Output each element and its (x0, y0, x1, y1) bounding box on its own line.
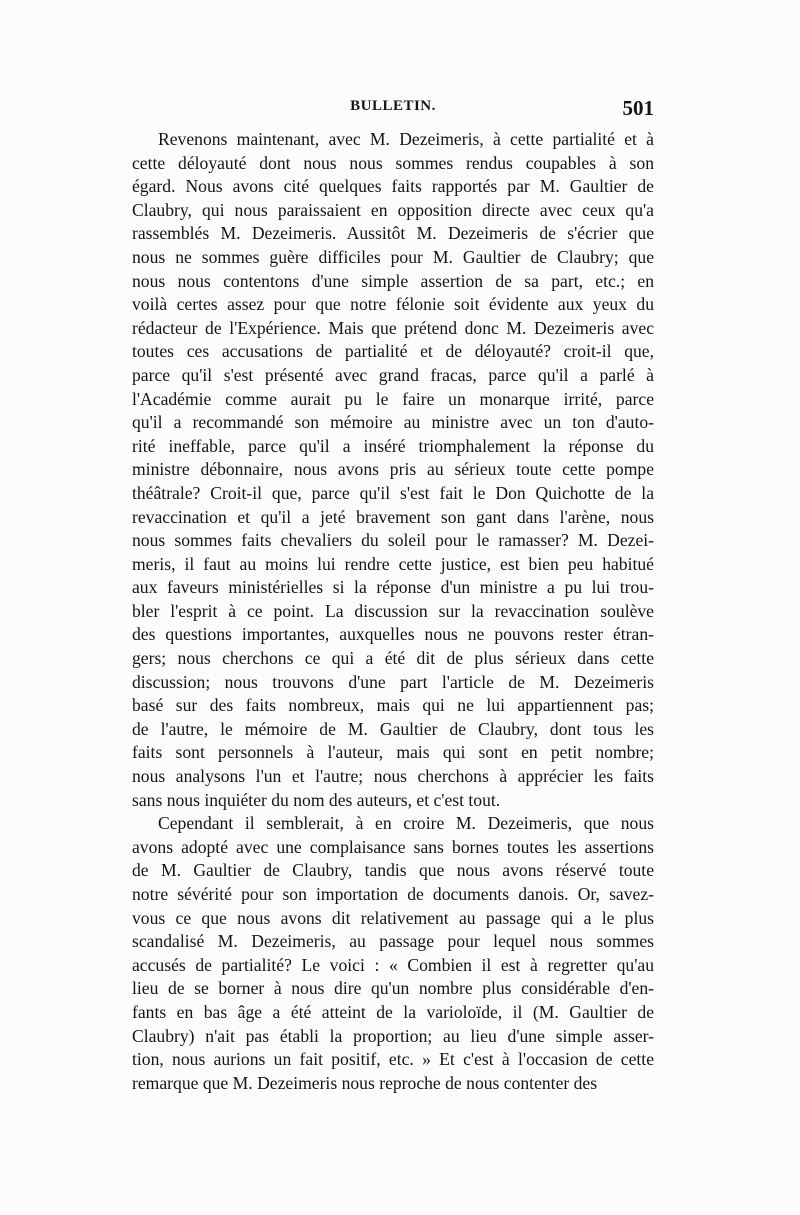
text-line: de M. Gaultier de Claubry, tandis que nous avons réservé toute (132, 860, 654, 881)
text-line: faits sont personnels à l'auteur, mais qui sont en petit nombre; (132, 742, 654, 763)
text-line: meris, il faut au moins lui rendre cette justice, est bien peu habitué (132, 553, 654, 574)
text-line: toutes ces accusations de partialité et de déloyauté? croit-il que, (132, 341, 654, 362)
text-line: Claubry) n'ait pas établi la proportion; au lieu d'une simple asser- (132, 1025, 654, 1046)
text-line: lieu de se borner à nous dire qu'un nombre plus considérable d'en- (132, 978, 654, 999)
text-line: voilà certes assez pour que notre félonie soit évidente aux yeux du (132, 294, 654, 315)
text-line: nous ne sommes guère difficiles pour M. Gaultier de Claubry; que (132, 246, 654, 267)
text-line: qu'il a recommandé son mémoire au ministre avec un ton d'auto- (132, 412, 654, 433)
text-line: théâtrale? Croit-il que, parce qu'il s'est fait le Don Quichotte de la (132, 482, 654, 503)
text-line: aux faveurs ministérielles si la réponse d'un ministre a pu lui trou- (132, 577, 654, 598)
text-line: avons adopté avec une complaisance sans bornes toutes les assertions (132, 836, 654, 857)
running-head: BULLETIN. (350, 98, 436, 114)
paragraph-2 (132, 812, 654, 1095)
text-line: rédacteur de l'Expérience. Mais que prétend donc M. Dezeimeris avec (132, 317, 654, 338)
text-line: ministre débonnaire, nous avons pris au sérieux toute cette pompe (132, 459, 654, 480)
text-line: Revenons maintenant, avec M. Dezeimeris, à cette partialité et à (158, 129, 654, 149)
text-line: de l'autre, le mémoire de M. Gaultier de Claubry, dont tous les (132, 718, 654, 739)
text-line: égard. Nous avons cité quelques faits rapportés par M. Gaultier de (132, 176, 654, 197)
text-line: nous analysons l'un et l'autre; nous cherchons à apprécier les faits (132, 766, 654, 787)
text-line: accusés de partialité? Le voici : « Combien il est à regretter qu'au (132, 954, 654, 975)
page-header (132, 98, 654, 124)
page-number: 501 (622, 96, 654, 120)
text-line: vous ce que nous avons dit relativement au passage qui a le plus (132, 907, 654, 928)
text-line: Cependant il semblerait, à en croire M. Dezeimeris, que nous (158, 813, 654, 834)
text-line: sans nous inquiéter du nom des auteurs, et c'est tout. (132, 789, 501, 810)
text-line: tion, nous aurions un fait positif, etc. » Et c'est à l'occasion de cette (132, 1049, 654, 1070)
text-line: fants en bas âge a été atteint de la varioloïde, il (M. Gaultier de (132, 1001, 654, 1022)
text-line: notre sévérité pour son importation de documents danois. Or, savez- (132, 884, 654, 904)
text-line: l'Académie comme aurait pu le faire un monarque irrité, parce (132, 388, 654, 409)
text-line: basé sur des faits nombreux, mais qui ne lui appartiennent pas; (132, 695, 654, 716)
text-line: scandalisé M. Dezeimeris, au passage pour lequel nous sommes (132, 931, 654, 952)
text-line: revaccination et qu'il a jeté bravement son gant dans l'arène, nous (132, 506, 654, 527)
text-line: remarque que M. Dezeimeris nous reproche de nous contenter des (132, 1072, 598, 1093)
paragraph-1 (132, 128, 654, 812)
body-text (132, 128, 654, 1095)
text-line: rité ineffable, parce qu'il a inséré triomphalement la réponse du (132, 435, 654, 456)
text-line: des questions importantes, auxquelles nous ne pouvons rester étran- (132, 624, 654, 645)
text-line: Claubry, qui nous paraissaient en opposition directe avec ceux qu'a (132, 199, 654, 220)
text-line: discussion; nous trouvons d'une part l'article de M. Dezeimeris (132, 671, 654, 692)
text-line: nous sommes faits chevaliers du soleil pour le ramasser? M. Dezei- (132, 530, 654, 551)
text-line: gers; nous cherchons ce qui a été dit de plus sérieux dans cette (132, 648, 654, 669)
text-line: rassemblés M. Dezeimeris. Aussitôt M. Dezeimeris de s'écrier que (132, 223, 654, 244)
text-line: bler l'esprit à ce point. La discussion sur la revaccination soulève (132, 600, 654, 621)
text-line: nous nous contentons d'une simple assertion de sa part, etc.; en (132, 270, 654, 291)
text-line: cette déloyauté dont nous nous sommes rendus coupables à son (132, 152, 654, 173)
text-line: parce qu'il s'est présenté avec grand fracas, parce qu'il a parlé à (132, 364, 654, 385)
